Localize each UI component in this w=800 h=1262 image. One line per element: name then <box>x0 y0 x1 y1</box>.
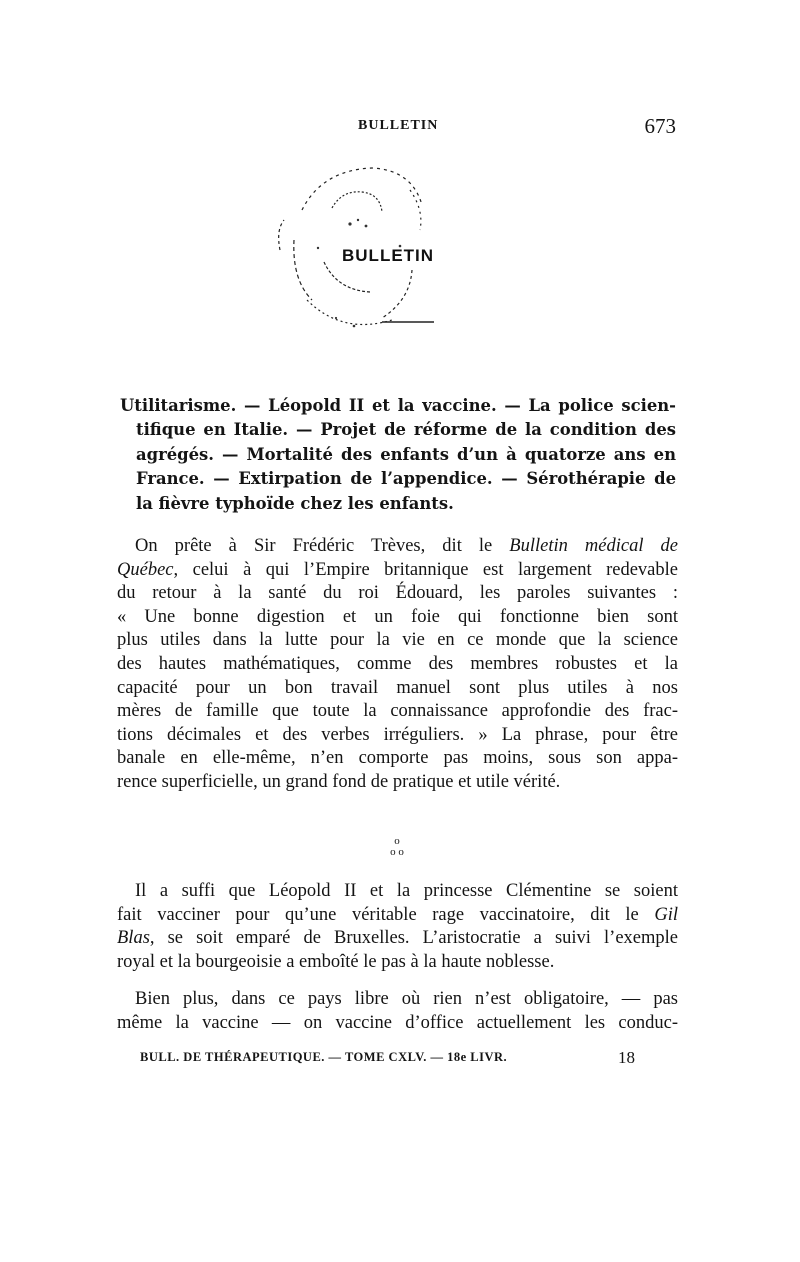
paragraph-obligation <box>117 988 678 1035</box>
text-line: banale en elle-même, n’en comporte pas moins, sous son appa- <box>117 748 678 769</box>
text-line: plus utiles dans la lutte pour la vie en ce monde que la science <box>117 630 678 651</box>
text-line: Bien plus, dans ce pays libre où rien n’est obligatoire, — pas <box>135 989 678 1009</box>
summary-line: la fièvre typhoïde chez les enfants. <box>136 493 454 513</box>
emblem-word: BULLETIN <box>342 246 435 265</box>
running-title: BULLETIN <box>358 118 439 133</box>
summary-line: agrégés. — Mortalité des enfants d’un à quatorze ans en <box>136 444 676 464</box>
text-line: royal et la bourgeoisie a emboîté le pas à la haute noblesse. <box>117 951 555 972</box>
text-line: Blas, se soit emparé de Bruxelles. L’aristocratie a suivi l’exemple <box>117 928 678 949</box>
summary-line: tifique en Italie. — Projet de réforme de la condition des <box>136 420 676 440</box>
text-line: On prête à Sir Frédéric Trèves, dit le Bulletin médical de <box>135 536 678 556</box>
summary-line: Utilitarisme. — Léopold II et la vaccine. — La police scien- <box>120 396 676 415</box>
page-footer <box>0 1050 800 1070</box>
text-line: du retour à la santé du roi Édouard, les paroles suivantes : <box>117 583 678 604</box>
summary-line: France. — Extirpation de l’appendice. — Sérothérapie de <box>136 469 676 489</box>
paragraph-treves <box>117 535 678 795</box>
separator-bottom: o o <box>390 846 404 858</box>
running-head <box>0 114 800 138</box>
text-line: même la vaccine — on vaccine d’office actuellement les conduc- <box>117 1012 678 1033</box>
article-summary <box>120 394 676 516</box>
text-line: des hautes mathématiques, comme des membres robustes et la <box>117 653 678 674</box>
sheet-number: 18 <box>618 1048 635 1067</box>
separator-top: o <box>394 835 400 847</box>
text-line: Québec, celui à qui l’Empire britannique est largement redevable <box>117 559 678 580</box>
text-line: mères de famille que toute la connaissance approfondie des frac- <box>117 701 678 722</box>
paragraph-vaccine <box>117 880 678 974</box>
text-line: Il a suffi que Léopold II et la princesse Clémentine se soient <box>135 881 678 901</box>
text-line: fait vacciner pour qu’une véritable rage vaccinatoire, dit le Gil <box>117 904 678 925</box>
page-number: 673 <box>644 114 676 138</box>
text-line: capacité pour un bon travail manuel sont plus utiles à nos <box>117 677 678 698</box>
bulletin-emblem <box>262 150 462 350</box>
printer-signature: BULL. DE THÉRAPEUTIQUE. — TOME CXLV. — 18e LIVR. <box>140 1050 508 1064</box>
section-separator <box>382 836 412 864</box>
text-line: « Une bonne digestion et un foie qui fonctionne bien sont <box>117 606 678 627</box>
text-line: tions décimales et des verbes irréguliers. » La phrase, pour être <box>117 724 678 745</box>
text-line: rence superficielle, un grand fond de pratique et utile vérité. <box>117 771 561 792</box>
